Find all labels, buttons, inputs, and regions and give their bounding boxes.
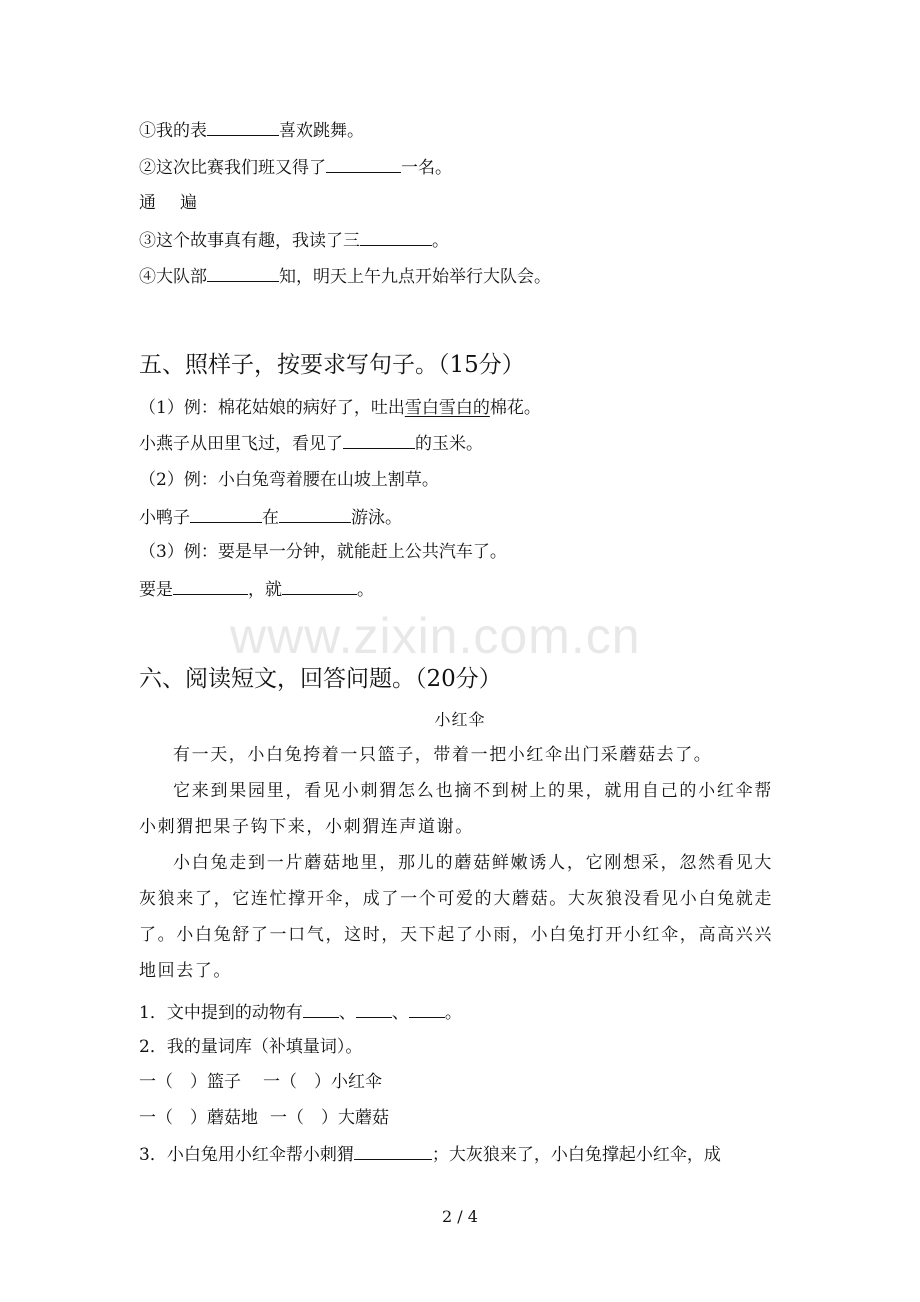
fill-blank-q4 [139,265,551,288]
measure-word-item: 一（ ）蘑菇地 [139,1108,258,1128]
q1-text-before: ①我的表 [139,121,207,141]
q1-text-after: 喜欢跳舞。 [279,121,364,141]
question-3 [139,1143,721,1166]
section5-heading: 五、照样子，按要求写句子。（15分） [139,352,525,378]
answer-blank[interactable] [303,1001,339,1018]
task-3-text-b: ，就 [248,580,282,600]
task-3-text-c: 。 [357,580,374,600]
fill-blank-q2 [139,156,452,179]
answer-blank[interactable] [354,1143,432,1160]
answer-blank[interactable] [326,156,401,173]
measure-word-row-1 [139,1071,382,1093]
task-2-text-b: 在 [262,508,279,528]
question-3-text-before: 3．小白兔用小红伞帮小刺猬 [139,1145,354,1165]
q4-text-before: ④大队部 [139,267,207,287]
example-3: （3）例：要是早一分钟，就能赶上公共汽车了。 [139,542,507,562]
question-3-text-after: ；大灰狼来了，小白兔撑起小红伞，成 [431,1145,721,1165]
q2-text-before: ②这次比赛我们班又得了 [139,158,326,178]
answer-blank[interactable] [360,229,432,246]
fill-blank-q3 [139,229,449,252]
measure-word-item: 一（ ）篮子 [139,1072,241,1092]
word-choice-b: 遍 [180,193,197,213]
example-1-underlined: 雪白雪白的 [404,398,490,418]
story-paragraph: 有一天，小白兔挎着一只篮子，带着一把小红伞出门采蘑菇去了。 [173,745,713,765]
separator: 、 [338,1003,356,1023]
example-1-prefix: （1）例：棉花姑娘的病好了，吐出 [139,398,405,418]
task-1 [139,432,483,455]
q4-text-after: 知，明天上午九点开始举行大队会。 [279,267,551,287]
example-1 [139,397,541,419]
word-choices [139,192,197,214]
answer-blank[interactable] [173,578,248,595]
answer-blank[interactable] [279,506,351,523]
task-2 [139,506,402,529]
answer-blank[interactable] [356,1001,392,1018]
question-1-text: 1．文中提到的动物有 [139,1003,303,1023]
measure-word-item: 一（ ）大蘑菇 [270,1108,389,1128]
page-number: 2 / 4 [442,1207,478,1226]
section6-heading: 六、阅读短文，回答问题。（20分） [139,666,502,692]
answer-blank[interactable] [409,1001,445,1018]
answer-blank[interactable] [343,432,415,449]
task-1-text-after: 的玉米。 [415,434,483,454]
example-1-suffix: 棉花。 [489,398,541,418]
word-choice-a: 通 [139,193,156,213]
separator: 、 [391,1003,409,1023]
story-paragraph: 小白兔走到一片蘑菇地里，那儿的蘑菇鲜嫩诱人，它刚想采，忽然看见大灰狼来了，它连忙撑开伞，成了一个可爱的大蘑菇。大灰狼没看见小白兔就走了。小白兔舒了一口气，这时，天下起了小雨，小白兔打开小红伞，高高兴兴地回去了。 [139,853,773,981]
question-1-end: 。 [444,1003,462,1023]
task-2-text-a: 小鸭子 [139,508,190,528]
story-title: 小红伞 [434,710,486,729]
fill-blank-q1 [139,119,364,142]
answer-blank[interactable] [207,119,279,136]
story-paragraph: 它来到果园里，看见小刺猬怎么也摘不到树上的果，就用自己的小红伞帮小刺猬把果子钩下来，小刺猬连声道谢。 [139,781,773,837]
q3-text-before: ③这个故事真有趣，我读了三 [139,231,360,251]
answer-blank[interactable] [207,265,279,282]
question-1 [139,1001,462,1024]
example-2: （2）例：小白兔弯着腰在山坡上割草。 [139,470,439,490]
q2-text-after: 一名。 [401,158,452,178]
watermark: www.zixin.com.cn [230,608,641,664]
task-1-text-before: 小燕子从田里飞过，看见了 [139,434,343,454]
task-2-text-c: 游泳。 [351,508,402,528]
question-2: 2．我的量词库（补填量词）。 [139,1037,363,1057]
answer-blank[interactable] [282,578,357,595]
story-body [139,737,773,989]
task-3 [139,578,374,601]
task-3-text-a: 要是 [139,580,173,600]
q3-text-after: 。 [432,231,449,251]
answer-blank[interactable] [190,506,262,523]
measure-word-row-2 [139,1107,389,1129]
measure-word-item: 一（ ）小红伞 [263,1072,382,1092]
